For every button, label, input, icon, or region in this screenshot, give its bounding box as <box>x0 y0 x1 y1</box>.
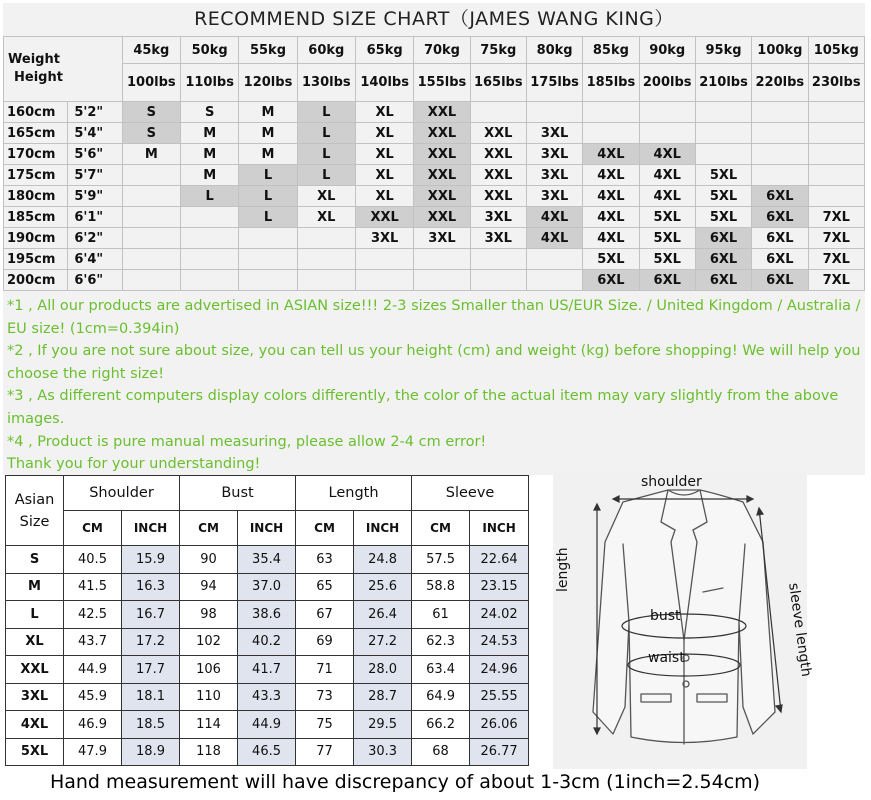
inch-value-cell: 26.77 <box>470 738 529 766</box>
size-cell: 6XL <box>752 270 808 291</box>
size-cell: L <box>297 123 355 144</box>
size-cell: 4XL <box>639 165 695 186</box>
size-cell <box>297 249 355 270</box>
cm-value-cell: 106 <box>180 656 238 684</box>
size-cell <box>122 165 180 186</box>
size-cell: M <box>181 165 239 186</box>
size-cell: XXL <box>470 123 526 144</box>
size-cell <box>695 102 751 123</box>
cm-value-cell: 40.5 <box>64 546 122 574</box>
size-cell <box>639 102 695 123</box>
size-cell: 5XL <box>695 207 751 228</box>
size-chart-row <box>4 123 865 144</box>
size-cell: 4XL <box>583 228 639 249</box>
size-cell <box>414 249 470 270</box>
size-label-cell: 5XL <box>6 738 64 766</box>
size-cell <box>752 144 808 165</box>
length-label: length <box>555 547 571 592</box>
weight-kg-header: 100kg <box>752 37 808 64</box>
size-chart-panel <box>3 3 865 475</box>
cm-value-cell: 64.9 <box>412 683 470 711</box>
inch-value-cell: 25.55 <box>470 683 529 711</box>
inch-value-cell: 22.64 <box>470 546 529 574</box>
height-ft-cell: 5'6" <box>68 144 122 165</box>
corner-weight-label: Weight <box>8 52 60 67</box>
size-cell: L <box>239 207 297 228</box>
size-cell: M <box>181 144 239 165</box>
weight-kg-header: 50kg <box>181 37 239 64</box>
cm-value-cell: 46.9 <box>64 711 122 739</box>
height-ft-cell: 5'4" <box>68 123 122 144</box>
cm-value-cell: 114 <box>180 711 238 739</box>
size-cell: XXL <box>414 165 470 186</box>
size-cell <box>414 270 470 291</box>
weight-height-corner <box>4 37 123 102</box>
size-cell <box>181 228 239 249</box>
size-cell: 5XL <box>639 228 695 249</box>
size-cell <box>752 165 808 186</box>
unit-cm-header: CM <box>180 511 238 546</box>
waist-label: waist <box>648 650 685 666</box>
size-cell: 3XL <box>526 165 582 186</box>
weight-lbs-header: 175lbs <box>526 64 582 102</box>
height-ft-cell: 6'2" <box>68 228 122 249</box>
height-cm-cell: 175cm <box>4 165 68 186</box>
height-ft-cell: 6'6" <box>68 270 122 291</box>
size-cell: 5XL <box>639 249 695 270</box>
cm-value-cell: 45.9 <box>64 683 122 711</box>
size-cell: XXL <box>470 144 526 165</box>
weight-lbs-header: 155lbs <box>414 64 470 102</box>
inch-value-cell: 18.5 <box>122 711 180 739</box>
size-cell: XL <box>355 102 413 123</box>
inch-value-cell: 30.3 <box>354 738 412 766</box>
inch-value-cell: 23.15 <box>470 573 529 601</box>
size-cell: 4XL <box>639 186 695 207</box>
size-cell: 3XL <box>470 207 526 228</box>
size-cell: XXL <box>470 165 526 186</box>
shoulder-header: Shoulder <box>64 476 180 511</box>
size-chart-row <box>4 207 865 228</box>
measurement-table-panel <box>5 475 528 766</box>
size-cell <box>297 270 355 291</box>
recommend-size-table <box>3 36 865 291</box>
size-cell <box>181 249 239 270</box>
size-chart-row <box>4 270 865 291</box>
size-cell: L <box>239 165 297 186</box>
height-cm-cell: 190cm <box>4 228 68 249</box>
size-cell: 7XL <box>808 270 865 291</box>
inch-value-cell: 24.96 <box>470 656 529 684</box>
size-cell: 4XL <box>639 144 695 165</box>
size-cell <box>808 186 865 207</box>
weight-kg-header: 65kg <box>355 37 413 64</box>
size-cell <box>181 270 239 291</box>
cm-value-cell: 98 <box>180 601 238 629</box>
height-cm-cell: 165cm <box>4 123 68 144</box>
cm-value-cell: 73 <box>296 683 354 711</box>
size-cell: XXL <box>414 123 470 144</box>
inch-value-cell: 43.3 <box>238 683 296 711</box>
size-cell: XL <box>355 186 413 207</box>
size-cell: 5XL <box>695 186 751 207</box>
notes-section <box>3 291 865 476</box>
size-cell: 5XL <box>639 207 695 228</box>
size-cell <box>122 249 180 270</box>
size-cell: S <box>181 102 239 123</box>
size-cell: 3XL <box>470 228 526 249</box>
inch-value-cell: 24.53 <box>470 628 529 656</box>
inch-value-cell: 38.6 <box>238 601 296 629</box>
size-cell: XXL <box>414 102 470 123</box>
size-cell: 7XL <box>808 249 865 270</box>
size-cell: 4XL <box>583 165 639 186</box>
size-cell <box>122 207 180 228</box>
asian-label: Asian <box>14 491 55 508</box>
size-cell: 4XL <box>526 228 582 249</box>
size-cell <box>808 144 865 165</box>
footer-note: Hand measurement will have discrepancy of about 1-3cm (1inch=2.54cm) <box>49 771 761 793</box>
inch-value-cell: 29.5 <box>354 711 412 739</box>
weight-lbs-header: 110lbs <box>181 64 239 102</box>
size-chart-row <box>4 165 865 186</box>
size-cell: 3XL <box>414 228 470 249</box>
weight-lbs-header: 140lbs <box>355 64 413 102</box>
weight-lbs-header: 220lbs <box>752 64 808 102</box>
inch-value-cell: 44.9 <box>238 711 296 739</box>
inch-value-cell: 35.4 <box>238 546 296 574</box>
cm-value-cell: 47.9 <box>64 738 122 766</box>
size-label-cell: 3XL <box>6 683 64 711</box>
cm-value-cell: 44.9 <box>64 656 122 684</box>
cm-value-cell: 58.8 <box>412 573 470 601</box>
measurement-row <box>6 601 529 629</box>
weight-lbs-header: 230lbs <box>808 64 865 102</box>
size-cell <box>181 207 239 228</box>
measurement-row <box>6 656 529 684</box>
inch-value-cell: 16.3 <box>122 573 180 601</box>
bust-header: Bust <box>180 476 296 511</box>
cm-value-cell: 61 <box>412 601 470 629</box>
size-cell <box>470 102 526 123</box>
size-chart-row <box>4 228 865 249</box>
size-cell <box>526 270 582 291</box>
inch-value-cell: 28.7 <box>354 683 412 711</box>
size-cell <box>470 270 526 291</box>
asian-size-header <box>6 476 64 546</box>
cm-value-cell: 43.7 <box>64 628 122 656</box>
jacket-diagram <box>553 472 815 769</box>
unit-cm-header: CM <box>296 511 354 546</box>
size-cell: M <box>181 123 239 144</box>
inch-value-cell: 26.4 <box>354 601 412 629</box>
measurement-row <box>6 683 529 711</box>
size-cell <box>297 228 355 249</box>
weight-lbs-header: 165lbs <box>470 64 526 102</box>
corner-height-label: Height <box>14 70 63 85</box>
size-cell: 6XL <box>752 186 808 207</box>
cm-value-cell: 67 <box>296 601 354 629</box>
height-ft-cell: 6'1" <box>68 207 122 228</box>
inch-value-cell: 17.2 <box>122 628 180 656</box>
height-cm-cell: 160cm <box>4 102 68 123</box>
cm-value-cell: 62.3 <box>412 628 470 656</box>
unit-cm-header: CM <box>64 511 122 546</box>
size-cell <box>122 186 180 207</box>
note-4: *4 , Product is pure manual measuring, please allow 2-4 cm error! <box>7 433 487 450</box>
cm-value-cell: 118 <box>180 738 238 766</box>
height-cm-cell: 185cm <box>4 207 68 228</box>
inch-value-cell: 18.9 <box>122 738 180 766</box>
size-cell: XXL <box>355 207 413 228</box>
length-header: Length <box>296 476 412 511</box>
unit-inch-header: INCH <box>354 511 412 546</box>
height-cm-cell: 170cm <box>4 144 68 165</box>
measurement-row <box>6 573 529 601</box>
cm-value-cell: 110 <box>180 683 238 711</box>
size-cell <box>752 123 808 144</box>
height-ft-cell: 5'7" <box>68 165 122 186</box>
height-ft-cell: 6'4" <box>68 249 122 270</box>
size-cell: S <box>122 102 180 123</box>
cm-value-cell: 71 <box>296 656 354 684</box>
unit-inch-header: INCH <box>470 511 529 546</box>
height-cm-cell: 195cm <box>4 249 68 270</box>
size-cell <box>752 102 808 123</box>
shoulder-label: shoulder <box>641 474 702 490</box>
inch-value-cell: 15.9 <box>122 546 180 574</box>
size-cell <box>122 228 180 249</box>
height-ft-cell: 5'2" <box>68 102 122 123</box>
size-cell: M <box>239 123 297 144</box>
measurement-row <box>6 711 529 739</box>
cm-value-cell: 65 <box>296 573 354 601</box>
weight-kg-header: 85kg <box>583 37 639 64</box>
measurement-row <box>6 628 529 656</box>
size-cell: L <box>297 102 355 123</box>
note-2: *2 , If you are not sure about size, you can tell us your height (cm) and weight (kg) before shopping! We will help you choose the right size! <box>7 343 861 382</box>
inch-value-cell: 26.06 <box>470 711 529 739</box>
size-label-cell: XL <box>6 628 64 656</box>
cm-value-cell: 102 <box>180 628 238 656</box>
sleeve-length-label: sleeve length <box>785 582 815 678</box>
size-label-cell: XXL <box>6 656 64 684</box>
cm-value-cell: 94 <box>180 573 238 601</box>
size-cell <box>239 228 297 249</box>
size-chart-row <box>4 144 865 165</box>
cm-value-cell: 42.5 <box>64 601 122 629</box>
size-cell: 6XL <box>695 249 751 270</box>
cm-value-cell: 69 <box>296 628 354 656</box>
cm-value-cell: 66.2 <box>412 711 470 739</box>
size-cell: 3XL <box>355 228 413 249</box>
size-cell <box>355 270 413 291</box>
cm-value-cell: 68 <box>412 738 470 766</box>
inch-value-cell: 25.6 <box>354 573 412 601</box>
weight-lbs-header: 100lbs <box>122 64 180 102</box>
size-cell <box>695 144 751 165</box>
weight-lbs-header: 200lbs <box>639 64 695 102</box>
size-cell: L <box>181 186 239 207</box>
bust-label: bust <box>650 608 681 624</box>
inch-value-cell: 27.2 <box>354 628 412 656</box>
note-3: *3 , As different computers display colors differently, the color of the actual item may vary slightly from the above images. <box>7 388 839 427</box>
size-cell <box>808 102 865 123</box>
inch-value-cell: 37.0 <box>238 573 296 601</box>
inch-value-cell: 16.7 <box>122 601 180 629</box>
size-cell: XXL <box>414 144 470 165</box>
measurement-row <box>6 546 529 574</box>
inch-value-cell: 41.7 <box>238 656 296 684</box>
size-chart-row <box>4 186 865 207</box>
size-cell: 7XL <box>808 207 865 228</box>
size-label-cell: L <box>6 601 64 629</box>
size-cell <box>526 102 582 123</box>
size-cell: 4XL <box>583 186 639 207</box>
size-chart-row <box>4 102 865 123</box>
size-label-cell: M <box>6 573 64 601</box>
size-cell <box>583 102 639 123</box>
note-1: *1 , All our products are advertised in ASIAN size!!! 2-3 sizes Smaller than US/EUR Size. / United Kingdom / Australia / EU size! (1cm=0.394in) <box>7 298 861 337</box>
weight-kg-header: 95kg <box>695 37 751 64</box>
size-cell: 5XL <box>695 165 751 186</box>
size-cell <box>122 270 180 291</box>
size-cell: 4XL <box>526 207 582 228</box>
size-cell: XL <box>297 207 355 228</box>
size-label-cell: 4XL <box>6 711 64 739</box>
size-cell: XL <box>355 123 413 144</box>
cm-value-cell: 90 <box>180 546 238 574</box>
inch-value-cell: 40.2 <box>238 628 296 656</box>
size-cell: 3XL <box>526 186 582 207</box>
measurement-row <box>6 738 529 766</box>
weight-lbs-header: 185lbs <box>583 64 639 102</box>
size-cell: M <box>239 102 297 123</box>
size-label-cell: S <box>6 546 64 574</box>
size-cell <box>239 270 297 291</box>
size-cell <box>695 123 751 144</box>
inch-value-cell: 24.8 <box>354 546 412 574</box>
sleeve-header: Sleeve <box>412 476 529 511</box>
size-cell <box>526 249 582 270</box>
size-cell: 6XL <box>695 270 751 291</box>
size-cell <box>470 249 526 270</box>
size-cell: XL <box>297 186 355 207</box>
size-cell: M <box>122 144 180 165</box>
size-cell: XL <box>355 165 413 186</box>
size-cell <box>583 123 639 144</box>
weight-kg-header: 75kg <box>470 37 526 64</box>
cm-value-cell: 63 <box>296 546 354 574</box>
size-cell: 6XL <box>583 270 639 291</box>
unit-cm-header: CM <box>412 511 470 546</box>
height-cm-cell: 180cm <box>4 186 68 207</box>
inch-value-cell: 17.7 <box>122 656 180 684</box>
size-cell: 6XL <box>752 207 808 228</box>
size-cell: 7XL <box>808 228 865 249</box>
measurement-table <box>5 475 529 766</box>
size-cell: 6XL <box>639 270 695 291</box>
size-cell: 6XL <box>752 228 808 249</box>
size-cell: 3XL <box>526 144 582 165</box>
size-cell: XXL <box>414 207 470 228</box>
note-thanks: Thank you for your understanding! <box>7 456 261 473</box>
height-ft-cell: 5'9" <box>68 186 122 207</box>
unit-inch-header: INCH <box>238 511 296 546</box>
size-cell: 5XL <box>583 249 639 270</box>
size-cell: 4XL <box>583 144 639 165</box>
size-cell: XL <box>355 144 413 165</box>
size-cell: 4XL <box>583 207 639 228</box>
cm-value-cell: 41.5 <box>64 573 122 601</box>
weight-kg-header: 80kg <box>526 37 582 64</box>
inch-value-cell: 24.02 <box>470 601 529 629</box>
size-cell: L <box>239 186 297 207</box>
cm-value-cell: 77 <box>296 738 354 766</box>
size-cell: L <box>297 165 355 186</box>
cm-value-cell: 75 <box>296 711 354 739</box>
weight-kg-header: 60kg <box>297 37 355 64</box>
cm-value-cell: 57.5 <box>412 546 470 574</box>
unit-inch-header: INCH <box>122 511 180 546</box>
weight-kg-header: 105kg <box>808 37 865 64</box>
size-chart-row <box>4 249 865 270</box>
weight-kg-header: 70kg <box>414 37 470 64</box>
cm-value-cell: 63.4 <box>412 656 470 684</box>
weight-kg-header: 90kg <box>639 37 695 64</box>
size-cell: XXL <box>414 186 470 207</box>
inch-value-cell: 18.1 <box>122 683 180 711</box>
size-cell <box>239 249 297 270</box>
size-cell: L <box>297 144 355 165</box>
size-cell <box>808 165 865 186</box>
weight-kg-header: 55kg <box>239 37 297 64</box>
weight-lbs-header: 130lbs <box>297 64 355 102</box>
size-cell: 3XL <box>526 123 582 144</box>
size-cell <box>355 249 413 270</box>
size-label: Size <box>19 513 50 530</box>
size-cell <box>808 123 865 144</box>
size-cell <box>639 123 695 144</box>
weight-lbs-header: 120lbs <box>239 64 297 102</box>
weight-lbs-header: 210lbs <box>695 64 751 102</box>
inch-value-cell: 28.0 <box>354 656 412 684</box>
size-cell: XXL <box>470 186 526 207</box>
size-cell: 6XL <box>695 228 751 249</box>
chart-title: RECOMMEND SIZE CHART（JAMES WANG KING） <box>194 8 674 30</box>
size-cell: S <box>122 123 180 144</box>
inch-value-cell: 46.5 <box>238 738 296 766</box>
size-cell: 6XL <box>752 249 808 270</box>
height-cm-cell: 200cm <box>4 270 68 291</box>
weight-kg-header: 45kg <box>122 37 180 64</box>
size-cell: M <box>239 144 297 165</box>
